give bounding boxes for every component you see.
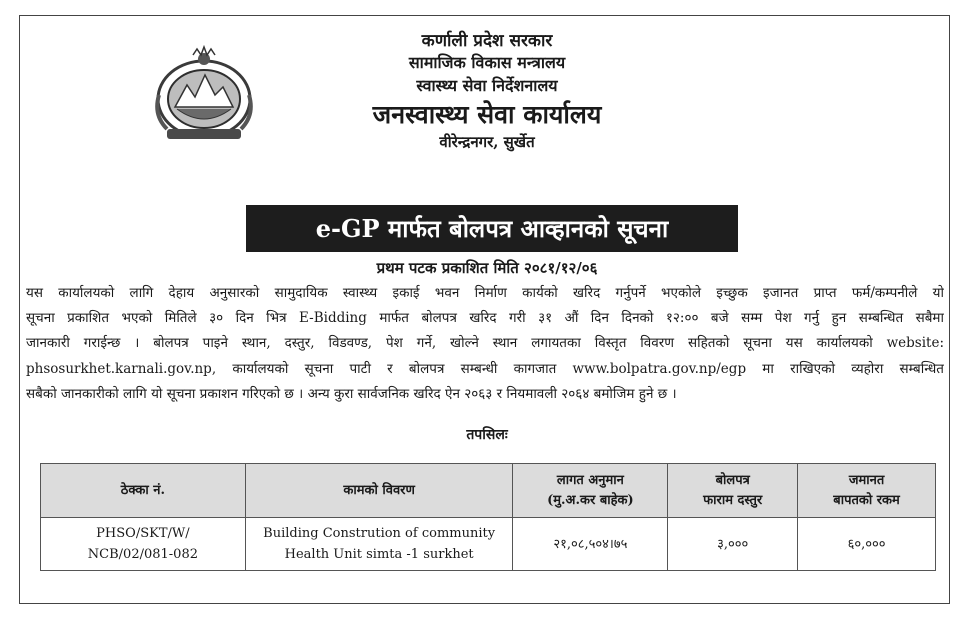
office-location: वीरेन्द्रनगर, सुर्खेत (439, 133, 535, 151)
header-security-amount (798, 464, 936, 518)
header-cost-estimate (513, 464, 668, 518)
description-line2: Health Unit simta -1 surkhet (284, 547, 474, 562)
description-line1: Building Constrution of community (263, 526, 496, 541)
schedule-label: तपसिलः (466, 427, 508, 443)
header-contract-no: ठेक्का नं. (41, 464, 246, 518)
notice-body-paragraph (26, 281, 944, 407)
header-security-line1: जमानत (848, 472, 885, 488)
province-government-heading: कर्णाली प्रदेश सरकार (421, 31, 553, 51)
body-line-2: सूचना प्रकाशित भएको मितिले ३० दिन भित्र E-Bidding मार्फत बोलपत्र खरिद गरी ३१ औं दिन दिनको १२:०० बजे सम्म पेश गर्नु हुन सम्बन्धित सबैमा (26, 310, 944, 327)
cell-contract-no (41, 518, 246, 571)
notice-title-banner: e-GP मार्फत बोलपत्र आव्हानको सूचना (246, 205, 738, 252)
contract-no-line1: PHSO/SKT/W/ (96, 526, 190, 541)
office-title: जनस्वास्थ्य सेवा कार्यालय (372, 100, 602, 129)
header-fee-line2: फाराम दस्तुर (703, 492, 763, 508)
cell-form-fee: ३,००० (668, 518, 798, 571)
cell-description (245, 518, 513, 571)
table-row (41, 518, 936, 571)
header-fee-line1: बोलपत्र (715, 472, 750, 488)
publication-date: प्रथम पटक प्रकाशित मिति २०८१/१२/०६ (376, 259, 598, 277)
header-form-fee (668, 464, 798, 518)
body-line-1: यस कार्यालयको लागि देहाय अनुसारको सामुदायिक स्वास्थ्य इकाई भवन निर्माण कार्यको खरिद गर्नुपर्ने भएकोले इच्छुक इजानत प्राप्त फर्म/कम्पनीले यो (26, 285, 944, 301)
directorate-heading: स्वास्थ्य सेवा निर्देशनालय (416, 76, 558, 95)
header-description: कामको विवरण (245, 464, 513, 518)
cell-security-amount: ६०,००० (798, 518, 936, 571)
ministry-heading: सामाजिक विकास मन्त्रालय (408, 53, 566, 72)
header-cost-line1: लागत अनुमान (556, 472, 624, 488)
table-header-row (41, 464, 936, 518)
cell-cost-estimate: २१,०८,५०४।७५ (513, 518, 668, 571)
body-line-5: सबैको जानकारीको लागि यो सूचना प्रकाशन गरिएको छ । अन्य कुरा सार्वजनिक खरिद ऐन २०६३ र नियमावली २०६४ बमोजिम हुने छ । (26, 385, 677, 402)
tender-details-table (40, 463, 936, 571)
contract-no-line2: NCB/02/081-082 (87, 547, 198, 562)
header-security-line2: बापतको रकम (833, 492, 900, 508)
body-line-3: जानकारी गराईन्छ । बोलपत्र पाइने स्थान, दस्तुर, विडवण्ड, पेश गर्ने, खोल्ने स्थान लगायतका विस्तृत विवरण सहितको सूचना यस कार्यालयको website: (26, 335, 944, 352)
header-cost-line2: (मु.अ.कर बाहेक) (547, 492, 634, 508)
body-line-4: phsosurkhet.karnali.gov.np, कार्यालयको सूचना पाटी र बोलपत्र सम्बन्धी कागजात www.bolpatra.gov.np/egp मा राखिएको व्यहोरा सम्बन्धित (26, 360, 944, 377)
